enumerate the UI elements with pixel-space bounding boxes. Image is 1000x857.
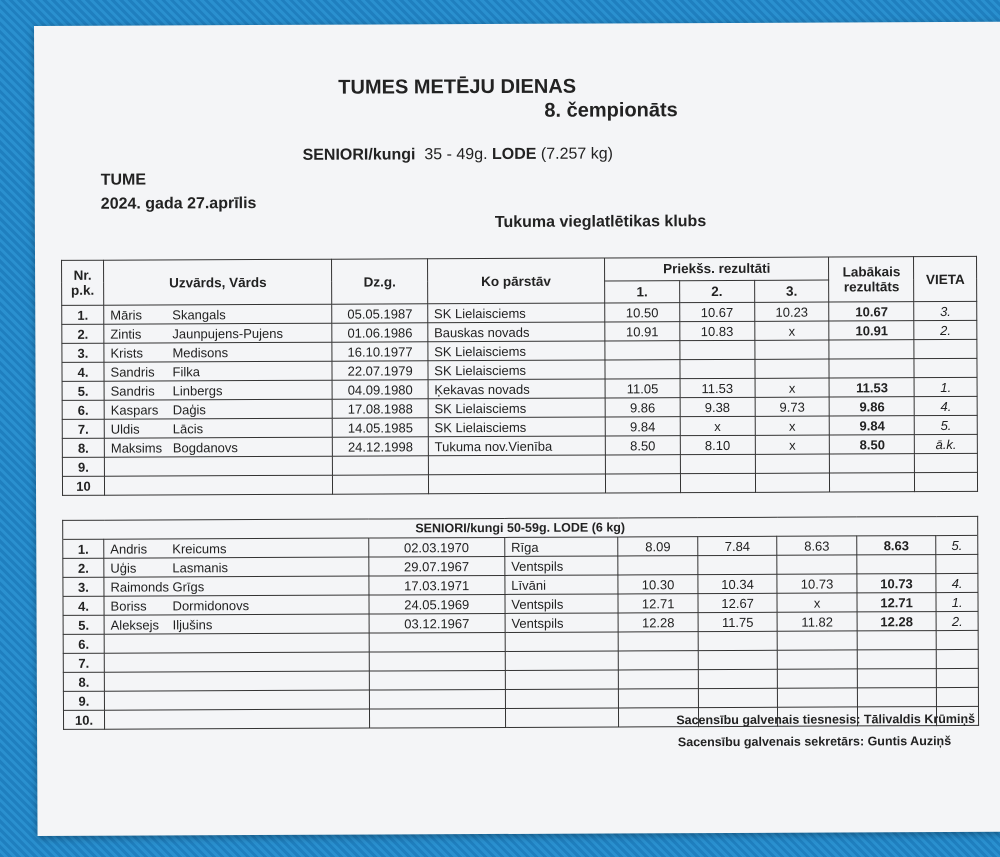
row-number: 9. (63, 691, 104, 710)
col-place: VIETA (914, 256, 977, 301)
placing: 5. (936, 535, 978, 554)
attempt-1: 8.50 (605, 436, 680, 455)
last-name: Jaunpujens-Pujens (172, 325, 283, 341)
best-result (830, 473, 915, 492)
athlete-name (104, 709, 369, 729)
athlete-name (104, 342, 333, 362)
placing (936, 554, 978, 573)
best-result: 10.67 (829, 302, 914, 321)
best-result: 10.91 (829, 321, 914, 340)
attempt-3 (755, 473, 830, 492)
attempt-1 (618, 556, 698, 575)
attempt-1 (605, 341, 680, 360)
row-number: 2. (63, 558, 104, 577)
last-name: Medisons (172, 344, 229, 360)
represents: SK Lielaisciems (427, 303, 604, 323)
attempt-2 (680, 473, 755, 492)
results-sheet (34, 22, 1000, 836)
row-number: 8. (62, 438, 104, 457)
birth-date (369, 708, 505, 728)
last-name: Iljušins (172, 616, 213, 632)
represents: Rīga (505, 537, 619, 556)
attempt-2 (680, 359, 755, 378)
athlete-name (104, 437, 333, 457)
attempt-3: 11.82 (777, 612, 857, 631)
attempt-1: 12.71 (618, 594, 698, 613)
birth-date (369, 689, 505, 709)
athlete-name (104, 456, 333, 476)
event-title: TUMES METĒJU DIENAS (338, 75, 577, 99)
first-name: Kaspars (110, 401, 159, 418)
first-name: Sandris (110, 363, 155, 380)
attempt-3: 10.23 (754, 302, 829, 321)
attempt-3: x (754, 321, 829, 340)
placing (915, 453, 978, 472)
chief-judge: Sacensību galvenais tiesnesis: Tālivaldis Krūmiņš (676, 711, 976, 728)
first-name: Sandris (110, 382, 155, 399)
birth-date (369, 651, 505, 671)
represents (505, 632, 619, 651)
attempt-2 (698, 631, 778, 650)
athlete-name (104, 576, 369, 596)
organizer-club: Tukuma vieglatlētikas klubs (494, 213, 707, 231)
attempt-2: 11.53 (680, 378, 755, 397)
col-attempt-1: 1. (605, 280, 680, 303)
first-name: Uldis (110, 421, 140, 437)
athlete-name (104, 304, 333, 324)
birth-date: 17.03.1971 (368, 575, 504, 595)
athlete-name (104, 690, 369, 710)
birth-date: 17.08.1988 (333, 399, 428, 418)
chief-secretary: Sacensību galvenais sekretārs: Guntis Auziņš (677, 734, 952, 750)
placing: 2. (914, 320, 977, 339)
birth-date: 05.05.1987 (332, 304, 427, 323)
best-result: 12.28 (857, 612, 937, 631)
athlete-name (104, 652, 369, 672)
attempt-2: 10.34 (698, 574, 778, 593)
attempt-2 (680, 340, 755, 359)
best-result: 10.73 (857, 574, 937, 593)
attempt-2: 10.83 (680, 321, 755, 340)
row-number: 8. (63, 672, 104, 691)
results-table-35-49 (61, 256, 978, 496)
represents: Ventspils (505, 594, 619, 613)
event-date: 2024. gada 27.aprīlis (100, 195, 257, 213)
attempt-2: 12.67 (698, 593, 778, 612)
represents: Ventspils (505, 613, 619, 632)
athlete-name (104, 538, 369, 558)
attempt-3: x (755, 435, 830, 454)
represents: SK Lielaisciems (428, 341, 605, 361)
attempt-2: x (680, 416, 755, 435)
birth-date: 03.12.1967 (369, 613, 505, 633)
attempt-3: x (755, 416, 830, 435)
birth-date: 01.06.1986 (332, 323, 427, 342)
first-name: Uģis (110, 560, 137, 576)
attempt-1 (605, 474, 680, 493)
row-number: 5. (63, 615, 104, 634)
row-number: 9. (62, 457, 104, 476)
row-number: 4. (63, 596, 104, 615)
birth-date (369, 632, 505, 652)
attempt-2 (698, 688, 778, 707)
col-nr: Nr. p.k. (62, 260, 104, 305)
athlete-name (104, 380, 333, 400)
attempt-1 (605, 360, 680, 379)
best-result (857, 555, 937, 574)
birth-date (369, 670, 505, 690)
best-result: 12.71 (857, 593, 937, 612)
represents (428, 474, 605, 494)
represents: SK Lielaisciems (428, 417, 605, 437)
athlete-name (104, 361, 333, 381)
attempt-3: x (755, 378, 830, 397)
category-heading (303, 145, 613, 164)
placing: 3. (914, 301, 977, 320)
col-best: Labākais rezultāts (829, 257, 914, 302)
represents: Bauskas novads (428, 322, 605, 342)
placing: 4. (915, 396, 978, 415)
attempt-3 (755, 454, 830, 473)
last-name: Kreicums (172, 540, 227, 556)
represents: SK Lielaisciems (428, 360, 605, 380)
col-attempt-3: 3. (754, 280, 829, 303)
attempt-1: 10.91 (605, 322, 680, 341)
row-number: 6. (62, 400, 104, 419)
best-result: 8.50 (830, 435, 915, 454)
athlete-name (104, 595, 369, 615)
placing (914, 358, 977, 377)
athlete-name (104, 614, 369, 634)
attempt-2 (698, 555, 778, 574)
first-name: Maksims (110, 439, 163, 456)
represents (505, 651, 619, 670)
best-result (857, 650, 937, 669)
first-name: Krists (110, 345, 143, 361)
represents (428, 455, 605, 475)
athlete-name (104, 399, 333, 419)
last-name: Filka (172, 363, 200, 379)
category-age: 35 - 49g. (424, 146, 488, 164)
placing: 1. (914, 377, 977, 396)
last-name: Lasmanis (172, 559, 229, 575)
birth-date: 02.03.1970 (368, 537, 504, 557)
group2-title: SENIORI/kungi 50-59g. LODE (6 kg) (63, 516, 978, 539)
attempt-2: 11.75 (698, 612, 778, 631)
attempt-3 (754, 340, 829, 359)
row-number: 6. (63, 634, 104, 653)
placing (937, 687, 979, 706)
row-number: 10. (63, 710, 104, 729)
best-result: 8.63 (857, 536, 937, 555)
col-prelim: Priekšs. rezultāti (605, 257, 829, 280)
represents (505, 689, 619, 708)
placing (914, 339, 977, 358)
birth-date: 24.12.1998 (333, 437, 428, 456)
birth-date (333, 456, 428, 475)
attempt-3: 9.73 (755, 397, 830, 416)
placing (937, 649, 979, 668)
best-result (830, 454, 915, 473)
row-number: 1. (63, 539, 104, 558)
placing: 4. (936, 573, 978, 592)
row-number: 3. (63, 577, 104, 596)
best-result: 9.86 (830, 397, 915, 416)
attempt-2: 9.38 (680, 397, 755, 416)
best-result (857, 631, 937, 650)
last-name: Lācis (172, 420, 204, 436)
event-edition: 8. čempionāts (544, 99, 678, 122)
first-name: Māris (110, 307, 143, 323)
attempt-1: 9.84 (605, 417, 680, 436)
venue: TUME (100, 171, 147, 189)
last-name: Linbergs (172, 382, 223, 398)
placing: ā.k. (915, 434, 978, 453)
attempt-3: x (777, 593, 857, 612)
athlete-name (104, 633, 369, 653)
represents (505, 670, 619, 689)
attempt-3 (778, 688, 858, 707)
col-attempt-2: 2. (679, 280, 754, 303)
row-number: 1. (62, 305, 104, 324)
col-name: Uzvārds, Vārds (104, 259, 333, 305)
attempt-1: 12.28 (618, 613, 698, 632)
row-number: 5. (62, 381, 104, 400)
represents: Ventspils (505, 556, 619, 575)
best-result: 9.84 (830, 416, 915, 435)
attempt-1 (605, 455, 680, 474)
athlete-name (104, 323, 333, 343)
results-table-50-59 (62, 516, 979, 730)
attempt-1: 10.30 (618, 575, 698, 594)
last-name: Daģis (172, 401, 206, 417)
row-number: 10 (62, 476, 104, 495)
attempt-1 (619, 689, 699, 708)
attempt-1 (619, 632, 699, 651)
placing (937, 668, 979, 687)
athlete-name (104, 557, 369, 577)
birth-date (333, 475, 428, 494)
best-result: 11.53 (829, 378, 914, 397)
attempt-1: 11.05 (605, 379, 680, 398)
attempt-3 (778, 650, 858, 669)
last-name: Grīgs (172, 578, 205, 594)
represents: Tukuma nov.Vienība (428, 436, 605, 456)
athlete-name (104, 671, 369, 691)
best-result (857, 688, 937, 707)
row-number: 3. (62, 343, 104, 362)
represents: Līvāni (505, 575, 619, 594)
attempt-1 (619, 670, 699, 689)
birth-date: 14.05.1985 (333, 418, 428, 437)
represents (505, 708, 619, 727)
col-dob: Dz.g. (332, 259, 427, 304)
attempt-2: 8.10 (680, 435, 755, 454)
attempt-2 (680, 454, 755, 473)
first-name: Andris (110, 541, 148, 557)
attempt-1: 10.50 (605, 303, 680, 322)
athlete-name (104, 475, 333, 495)
attempt-3 (777, 555, 857, 574)
placing (936, 630, 978, 649)
last-name: Dormidonovs (172, 597, 250, 613)
row-number: 4. (62, 362, 104, 381)
attempt-1 (619, 651, 699, 670)
result-row (62, 472, 977, 495)
row-number: 2. (62, 324, 104, 343)
attempt-3 (755, 359, 830, 378)
birth-date: 04.09.1980 (333, 380, 428, 399)
col-represents: Ko pārstāv (427, 258, 604, 304)
attempt-2 (698, 669, 778, 688)
category-event: LODE (491, 145, 537, 164)
placing (915, 472, 978, 491)
attempt-3: 8.63 (777, 536, 857, 555)
represents: Ķekavas novads (428, 379, 605, 399)
category-group: SENIORI/kungi (302, 146, 416, 164)
row-number: 7. (63, 653, 104, 672)
row-number: 7. (62, 419, 104, 438)
first-name: Zintis (110, 326, 142, 342)
last-name: Bogdanovs (172, 439, 238, 455)
athlete-name (104, 418, 333, 438)
attempt-2: 10.67 (680, 302, 755, 321)
birth-date: 29.07.1967 (368, 556, 504, 576)
best-result (829, 340, 914, 359)
last-name: Skangals (172, 306, 226, 322)
placing: 5. (915, 415, 978, 434)
category-weight: (7.257 kg) (540, 145, 613, 163)
attempt-3: 10.73 (777, 574, 857, 593)
first-name: Raimonds (110, 578, 170, 595)
best-result (857, 669, 937, 688)
attempt-1: 9.86 (605, 398, 680, 417)
attempt-2 (698, 650, 778, 669)
best-result (829, 359, 914, 378)
attempt-3 (778, 669, 858, 688)
first-name: Aleksejs (110, 616, 160, 633)
first-name: Boriss (110, 598, 147, 614)
attempt-1: 8.09 (618, 537, 698, 556)
placing: 1. (936, 592, 978, 611)
represents: SK Lielaisciems (428, 398, 605, 418)
birth-date: 24.05.1969 (369, 594, 505, 614)
attempt-2: 7.84 (698, 536, 778, 555)
attempt-3 (777, 631, 857, 650)
placing: 2. (936, 611, 978, 630)
birth-date: 16.10.1977 (332, 342, 427, 361)
birth-date: 22.07.1979 (332, 361, 427, 380)
